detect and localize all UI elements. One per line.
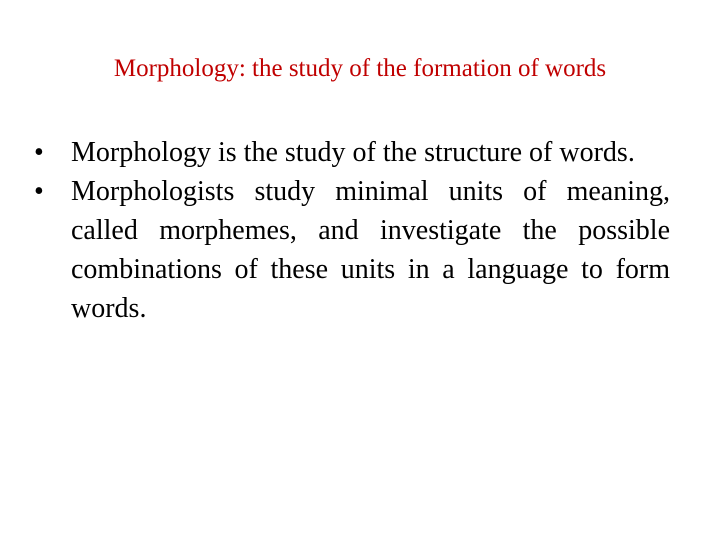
bullet-item bbox=[34, 172, 670, 328]
slide-title: Morphology: the study of the formation of words bbox=[113, 55, 607, 82]
bullet-item bbox=[34, 133, 670, 172]
bullet-dot-icon: • bbox=[34, 176, 44, 207]
bullet-dot-icon: • bbox=[34, 137, 44, 168]
bullet-text: Morphology is the study of the structure of words. bbox=[71, 137, 635, 168]
bullet-text: Morphologists study minimal units of meaning, called morphemes, and investigate the possible combinations of these units in a language to form words. bbox=[71, 176, 670, 324]
bullet-list bbox=[34, 133, 670, 328]
